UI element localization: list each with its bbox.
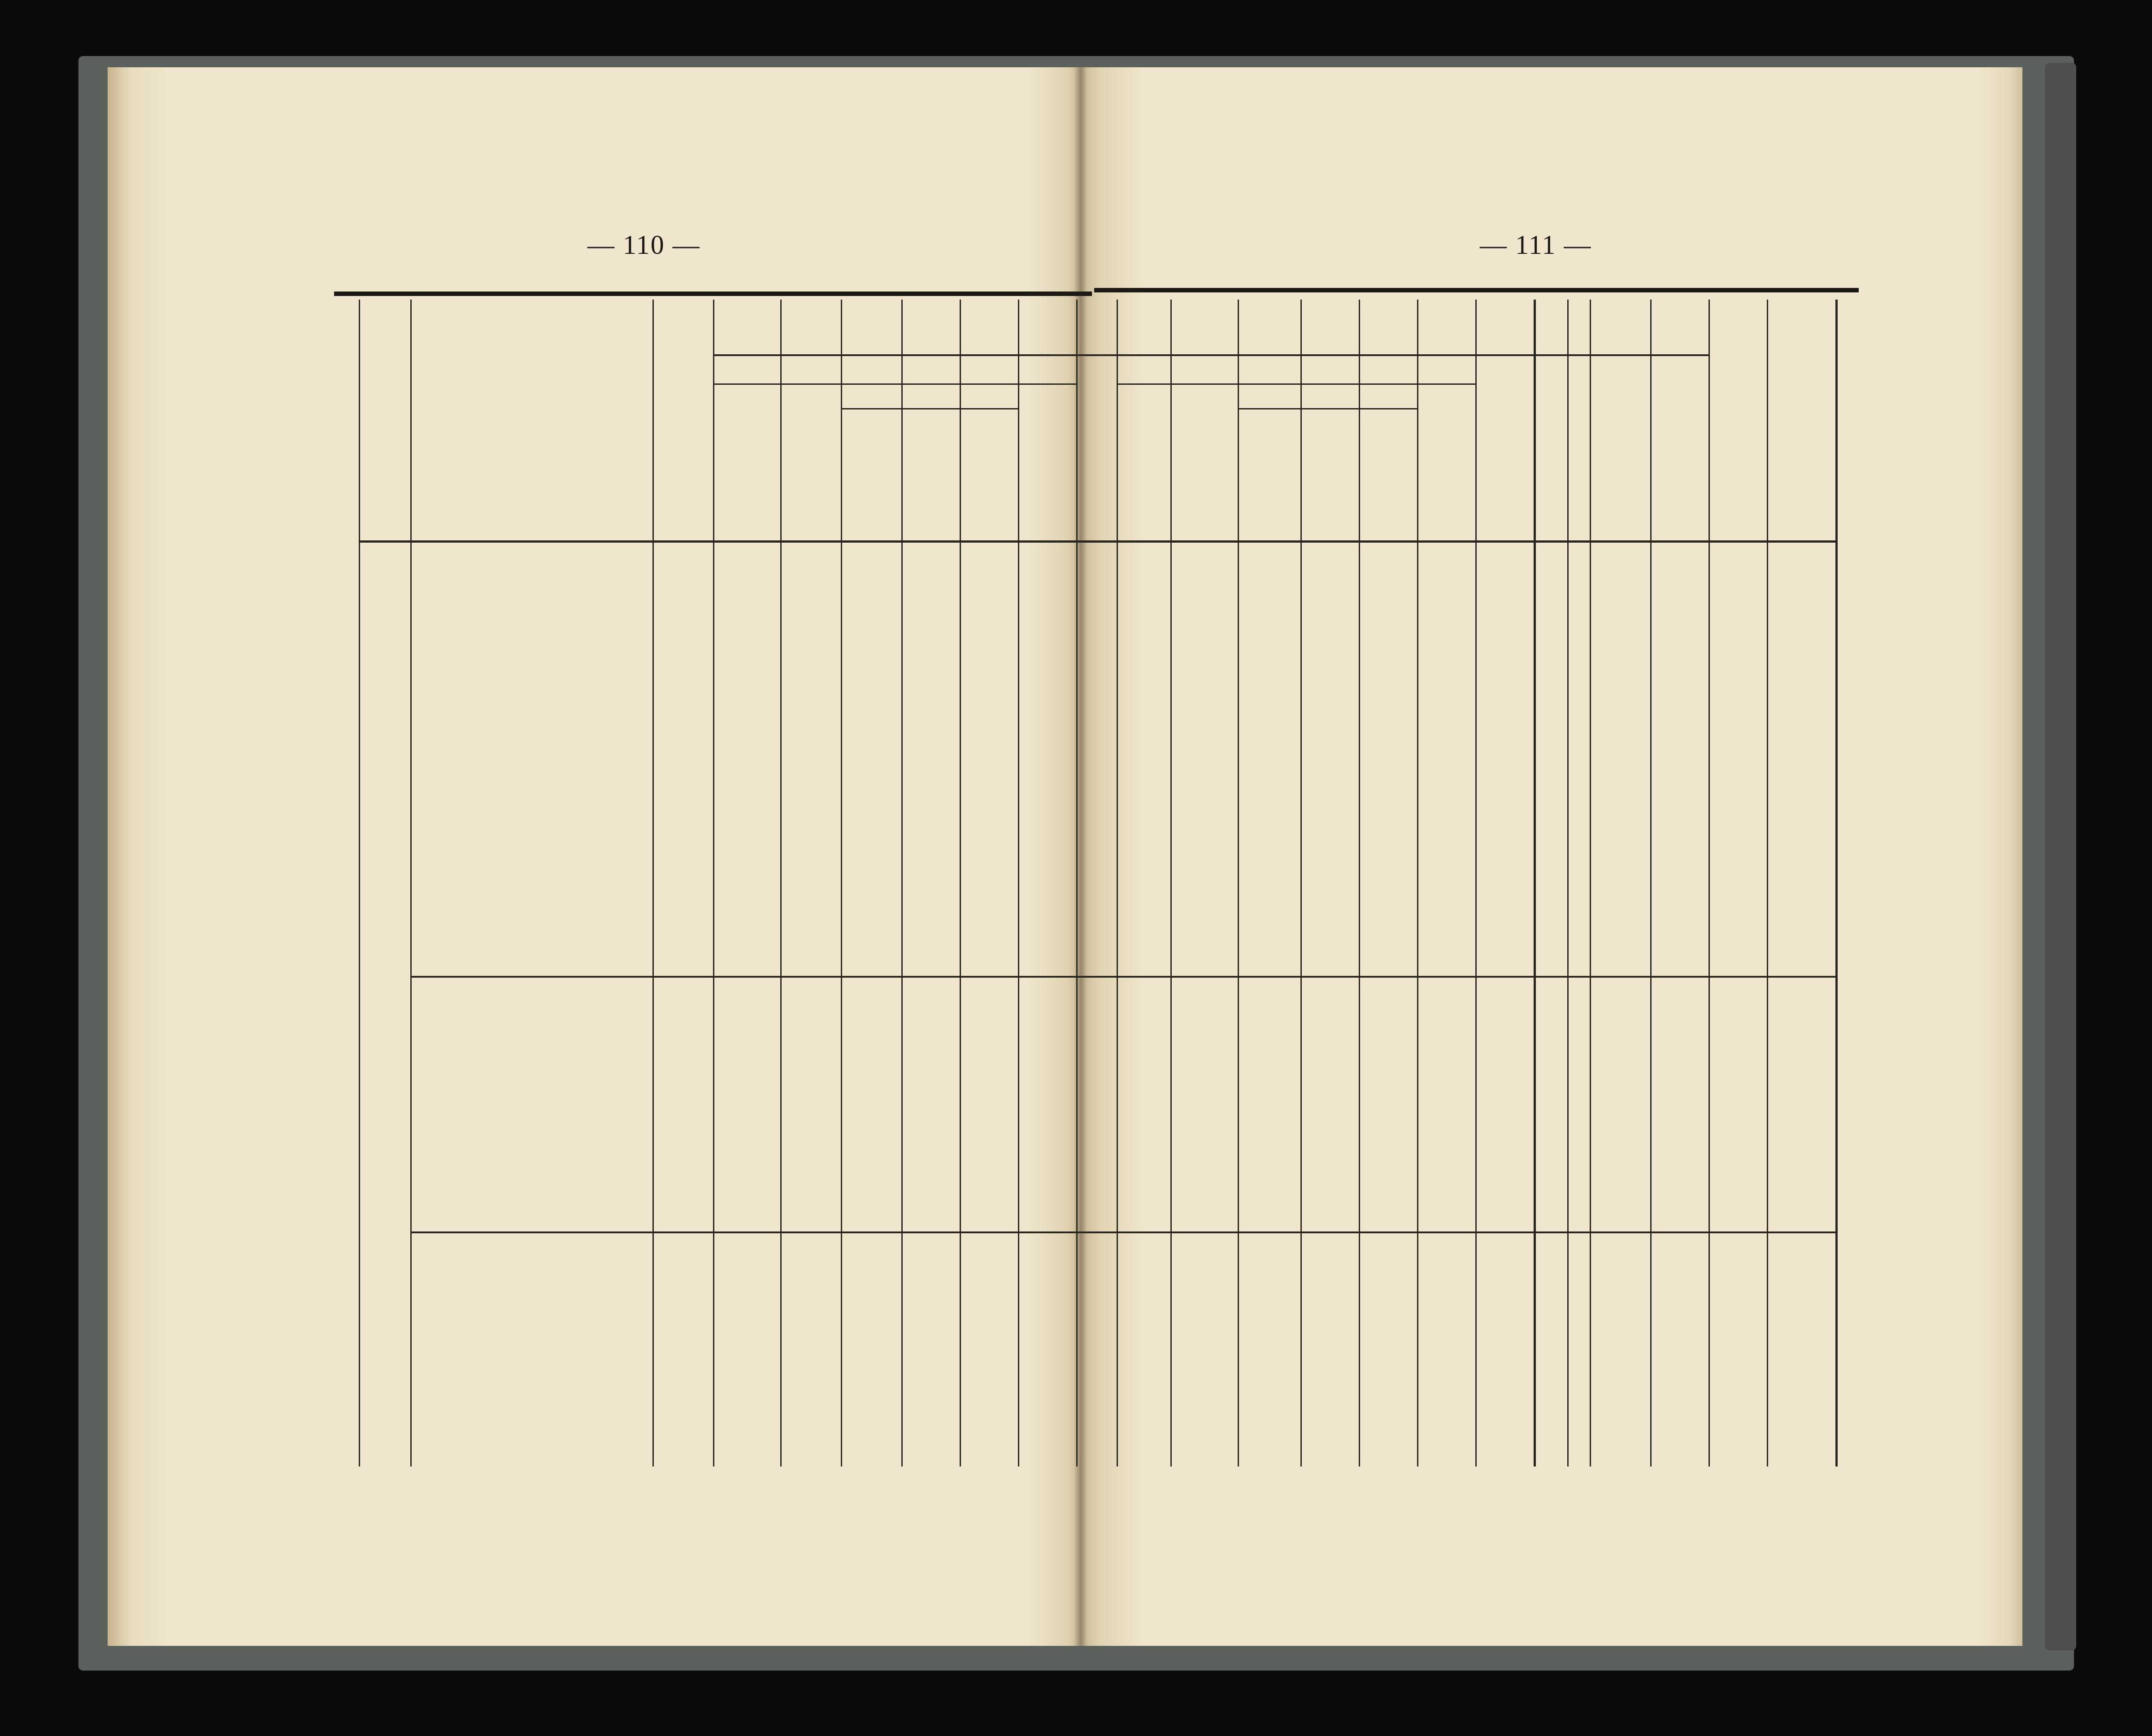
column-line [1767, 300, 1768, 1466]
column-line [901, 300, 903, 1466]
column-line [960, 300, 961, 1466]
column-line [1170, 300, 1172, 1466]
column-line [1567, 300, 1569, 1466]
column-line [1590, 300, 1591, 1466]
header-rule [1117, 383, 1475, 385]
column-line [1534, 300, 1536, 1466]
page-number-right: — 111 — [1480, 230, 1592, 260]
column-line [841, 300, 842, 1466]
table-top-rule-right [1094, 288, 1859, 292]
column-line [1359, 300, 1360, 1466]
column-line [1475, 300, 1477, 1466]
right-page [1081, 67, 2022, 1646]
header-rule [1238, 408, 1417, 409]
column-line [1018, 300, 1019, 1466]
column-line [1117, 300, 1118, 1466]
column-line [1417, 300, 1418, 1466]
column-line [410, 300, 412, 1466]
column-line [1709, 300, 1710, 1466]
header-rule [1534, 354, 1709, 356]
column-line [780, 300, 782, 1466]
column-line [1650, 300, 1652, 1466]
column-line [713, 300, 714, 1466]
header-rule [841, 408, 1018, 409]
subtotal-rule [410, 1231, 1835, 1233]
header-rule [713, 354, 1094, 356]
subtotal-rule [410, 976, 1835, 978]
column-line [652, 300, 654, 1466]
header-rule [1094, 354, 1534, 356]
column-line [1300, 300, 1302, 1466]
column-line [1076, 300, 1078, 1466]
header-bottom-rule [359, 540, 1835, 543]
column-line [1835, 300, 1838, 1466]
header-rule [713, 383, 1076, 385]
column-line [359, 300, 360, 1466]
book-cover-shadow [2045, 63, 2076, 1650]
left-page [108, 67, 1081, 1646]
page-number-left: — 110 — [587, 230, 700, 260]
table-top-rule-left [334, 292, 1092, 296]
column-line [1238, 300, 1239, 1466]
